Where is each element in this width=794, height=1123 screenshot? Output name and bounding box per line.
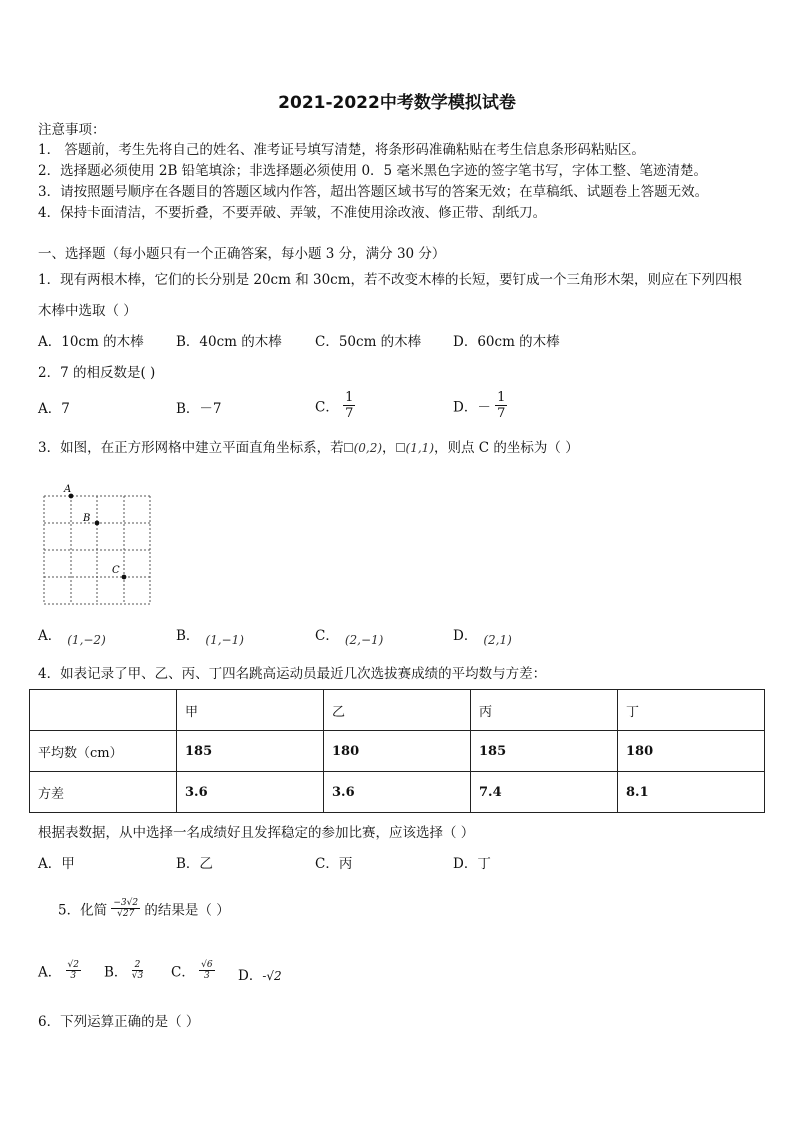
q2-option-d-prefix: D．－ [453,399,491,416]
q4-data-table [29,689,765,813]
table-cell: 3.6 [324,772,471,813]
fraction-denominator: √3 [131,971,144,981]
q2-option-c-prefix: C． [315,399,339,416]
option-fraction [199,960,214,981]
q2-stem: 2．7 的相反数是( ) [38,365,156,381]
option-coord: (2,−1) [344,633,384,647]
point-label-b: B [83,513,91,524]
q1-stem-line2: 木棒中选取（ ） [38,303,137,319]
fraction-denominator: 7 [345,406,354,421]
q3-option-b [176,626,244,646]
q3-separator: ， [382,440,396,456]
q3-option-a [38,626,106,646]
q5-stem-part1: 5．化简 [58,902,108,919]
q5-option-a [38,960,81,981]
q5-stem [58,898,230,919]
table-cell: 185 [471,731,618,772]
table-cell: 3.6 [177,772,324,813]
table-cell: 185 [177,731,324,772]
notice-heading: 注意事项： [38,122,106,138]
point-label-a: A [64,484,72,495]
q3-stem-part2: ，则点 C 的坐标为（ ） [434,440,579,456]
fraction-numerator: 1 [497,390,506,405]
option-coord: (1,−2) [67,633,106,647]
q4-option-c: C．丙 [315,856,353,872]
q2-option-d-fraction [495,390,507,421]
q3-stem-part1: 3．如图，在正方形网格中建立平面直角坐标系，若 [38,440,344,456]
table-header-cell: 丁 [618,690,765,731]
table-row [30,772,765,813]
q3-option-d [453,626,512,646]
option-prefix: D． [453,628,478,644]
fraction-numerator: 1 [345,390,354,405]
q5-option-c [171,960,215,981]
table-cell: 180 [618,731,765,772]
fraction-numerator: 2 [132,960,143,971]
section-heading: 一、选择题（每小题只有一个正确答案，每小题 3 分，满分 30 分） [38,246,446,262]
fraction-numerator: √6 [201,960,213,970]
q1-stem-line1: 1．现有两根木棒，它们的长分别是 20cm 和 30cm，若不改变木棒的长短，要钉成一个三角形木架，则应在下列四根 [38,272,743,288]
q2-option-a: A．7 [38,401,70,417]
q2-option-c [315,390,355,421]
q4-option-a: A．甲 [38,856,75,872]
q3-coord-a-value: (0,2) [353,441,383,455]
fraction-numerator: √2 [67,960,80,970]
q5-stem-part2: 的结果是（ ） [144,902,230,919]
q1-option-c: C．50cm 的木棒 [315,334,422,350]
q3-coord-a [344,441,382,455]
q2-option-b: B．－7 [176,401,222,417]
q2-option-d [453,390,507,421]
q5-option-d [238,964,282,984]
option-prefix: C． [315,628,339,644]
option-prefix: A． [38,628,62,644]
q6-stem: 6．下列运算正确的是（ ） [38,1014,200,1030]
table-cell: 8.1 [618,772,765,813]
table-cell: 7.4 [471,772,618,813]
fraction-denominator: 7 [497,406,506,421]
q3-stem [38,438,579,458]
q4-stem: 4．如表记录了甲、乙、丙、丁四名跳高运动员最近几次选拔赛成绩的平均数与方差： [38,666,547,682]
table-header-cell: 乙 [324,690,471,731]
coordinate-grid [38,482,158,610]
q5-fraction [111,898,140,919]
option-prefix: C． [171,964,195,981]
point-c [122,575,127,580]
table-cell: 180 [324,731,471,772]
table-header-row [30,690,765,731]
option-prefix: B． [104,964,128,981]
q3-coord-b-value: (1,1) [405,441,434,455]
q2-option-c-fraction [343,390,355,421]
fraction-denominator: √27 [117,909,135,919]
table-header-cell [30,690,177,731]
table-header-cell: 甲 [177,690,324,731]
option-prefix: D． [238,968,263,984]
notice-item-4: 4．保持卡面清洁，不要折叠，不要弄破、弄皱，不准使用涂改液、修正带、刮纸刀。 [38,205,547,221]
fraction-denominator: 3 [204,971,210,981]
notice-item-3: 3．请按照题号顺序在各题目的答题区域内作答，超出答题区域书写的答案无效；在草稿纸、试题卷上答题无效。 [38,184,709,200]
table-header-cell: 丙 [471,690,618,731]
table-row-label: 方差 [30,772,177,813]
option-coord: (1,−1) [205,633,244,647]
page-title: 2021-2022中考数学模拟试卷 [278,93,516,113]
q3-grid-figure [38,482,158,610]
option-prefix: A． [38,964,62,981]
q3-coord-b [396,441,434,455]
point-label-c: C [112,565,120,576]
table-row [30,731,765,772]
q1-option-b: B．40cm 的木棒 [176,334,282,350]
q5-option-b [104,960,143,981]
option-value: -√2 [262,969,282,983]
option-fraction [66,960,81,981]
point-b [95,521,100,526]
option-prefix: B． [176,628,200,644]
notice-item-2: 2．选择题必须使用 2B 铅笔填涂；非选择题必须使用 0．5 毫米黑色字迹的签字笔书写，字体工整、笔迹清楚。 [38,163,707,179]
q4-option-b: B．乙 [176,856,213,872]
notice-item-1: 1． 答题前，考生先将自己的姓名、准考证号填写清楚，将条形码准确粘贴在考生信息条形码粘贴区。 [38,142,645,158]
q3-option-c [315,626,383,646]
fraction-numerator: −3√2 [113,898,139,908]
fraction-denominator: 3 [70,971,77,981]
q1-option-a: A．10cm 的木棒 [38,334,144,350]
table-row-label: 平均数（cm） [30,731,177,772]
q1-option-d: D．60cm 的木棒 [453,334,560,350]
option-coord: (2,1) [483,633,512,647]
q4-option-d: D．丁 [453,856,491,872]
q4-follow-up: 根据表数据，从中选择一名成绩好且发挥稳定的参加比赛，应该选择（ ） [38,825,475,841]
option-fraction [132,960,143,981]
